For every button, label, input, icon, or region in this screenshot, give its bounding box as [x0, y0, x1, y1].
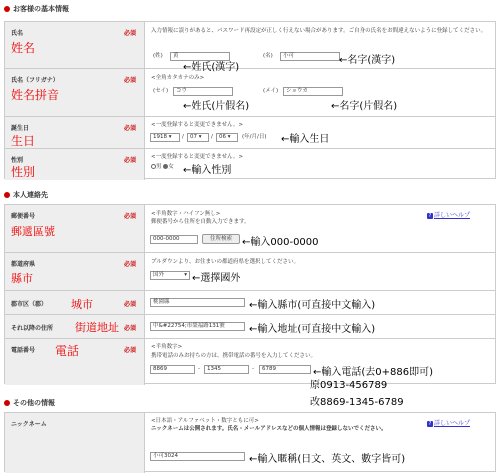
row-prefecture	[5, 253, 495, 291]
address-annotation-red: 街道地址	[75, 321, 119, 334]
anno-city: ←輸入縣市(可直接中文輸入)	[249, 300, 376, 311]
kana-annotation-red: 姓名拼音	[11, 88, 60, 102]
section-contact-heading	[4, 190, 48, 200]
phone-note-format: <半角数字>	[151, 344, 183, 350]
chevron-down-icon: ▾	[184, 272, 187, 278]
required-badge: 必須	[124, 347, 137, 354]
month-select[interactable]: 07 ▾	[187, 133, 209, 142]
postal-input[interactable]: 000-0000	[150, 235, 198, 244]
city-label: 郡市区（郡）	[11, 301, 48, 308]
date-format-hint: (年/月/日)	[242, 134, 267, 140]
row-postal	[5, 205, 495, 253]
help-icon: ?	[428, 420, 432, 427]
year-value: 1918	[153, 134, 167, 140]
anno-gender: ←輸入性別	[183, 165, 232, 176]
row-address	[5, 315, 495, 339]
label-cell	[5, 253, 145, 290]
row-nickname	[5, 413, 495, 473]
gender-label: 性別	[11, 157, 24, 164]
section-other-title: その他の情報	[13, 399, 55, 407]
section-basic-title: お客様の基本情報	[13, 5, 69, 13]
birthday-label: 誕生日	[11, 125, 30, 132]
anno-nickname: ←輸入暱稱(日文、英文、數字皆可)	[249, 454, 406, 465]
label-cell	[5, 315, 145, 338]
birthday-annotation-red: 生日	[11, 134, 36, 148]
anno-prefecture: ←選擇國外	[192, 273, 241, 284]
month-value: 07	[190, 134, 197, 140]
mei-label: (名)	[263, 53, 273, 59]
kana-mei-input[interactable]: ショウカ	[283, 87, 343, 96]
name-note: 入力情報に誤りがあると、パスワード再設定が正しく行えない場合があります。ご自身の氏名をお間違えないように登録してください。	[151, 28, 487, 34]
label-cell	[5, 149, 145, 180]
nickname-note-public: ニックネームは公開されます。氏名・メールアドレスなどの個人情報は登録しないでください。	[151, 426, 387, 432]
row-city	[5, 291, 495, 315]
anno-address: ←輸入地址(可直接中文輸入)	[249, 324, 376, 335]
prefecture-select[interactable]	[150, 271, 190, 280]
anno-birthday: ←輸入生日	[281, 134, 330, 145]
other-table	[4, 412, 496, 472]
gender-annotation-red: 性別	[11, 165, 36, 179]
section-bullet-icon	[4, 400, 10, 406]
anno-phone-changed: 改8869-1345-6789	[310, 397, 404, 408]
required-badge: 必須	[124, 301, 137, 308]
anno-phone-original: 原0913-456789	[310, 380, 388, 391]
day-value: 06	[219, 134, 226, 140]
help-label: 詳しいヘルプ	[434, 212, 471, 219]
label-cell	[5, 413, 145, 473]
year-select[interactable]: 1918 ▾	[150, 133, 180, 142]
section-other-heading	[4, 398, 55, 408]
nickname-note-format: <日本語・アルファベット・数字ともに可>	[151, 418, 259, 424]
label-cell	[5, 339, 145, 385]
help-label: 詳しいヘルプ	[434, 420, 471, 427]
kana-label: 氏名（フリガナ）	[11, 77, 59, 84]
anno-postal: ←輸入000-0000	[242, 237, 319, 248]
section-bullet-icon	[4, 6, 10, 12]
anno-first-name-kana: ←名字(片假名)	[331, 101, 398, 112]
day-select[interactable]: 06 ▾	[216, 133, 238, 142]
mei-input[interactable]: 小可	[280, 52, 340, 61]
row-birthday	[5, 117, 495, 149]
anno-last-name-kanji: ←姓氏(漢字)	[183, 62, 240, 73]
label-cell	[5, 117, 145, 148]
phone-sep: -	[252, 366, 254, 372]
gender-radios	[151, 164, 174, 171]
required-badge: 必須	[124, 125, 137, 132]
prefecture-label: 都道府県	[11, 261, 36, 268]
help-link-postal[interactable]	[427, 210, 470, 219]
required-badge: 必須	[124, 261, 137, 268]
kana-sei-label: (セイ)	[153, 88, 169, 94]
phone-sep: -	[198, 366, 200, 372]
birthday-note: <一度登録すると変更できません。>	[151, 122, 244, 128]
row-name	[5, 22, 495, 73]
phone-input-1[interactable]: 8869	[150, 365, 195, 374]
help-link-nickname[interactable]	[427, 418, 470, 427]
phone-input-2[interactable]: 1345	[204, 365, 249, 374]
required-badge: 必須	[124, 213, 137, 220]
anno-phone: ←輸入電話(去0+886即可)	[313, 367, 434, 378]
female-label: 女	[168, 164, 174, 170]
address-input[interactable]: 中&#22754;市榮福路131號	[150, 322, 245, 331]
label-cell	[5, 22, 145, 68]
required-badge: 必須	[124, 157, 137, 164]
address-label: それ以降の住所	[11, 325, 54, 332]
basic-info-table	[4, 21, 496, 179]
prefecture-annotation-red: 縣市	[11, 272, 33, 285]
anno-last-name-kana: ←姓氏(片假名)	[183, 101, 250, 112]
label-cell	[5, 291, 145, 314]
postal-note-auto: 郵便番号から住所を自動入力できます。	[151, 219, 250, 225]
postal-label: 郵便番号	[11, 213, 36, 220]
row-phone	[5, 339, 495, 385]
help-icon: ?	[428, 212, 432, 219]
required-badge: 必須	[124, 325, 137, 332]
section-basic-heading	[4, 4, 69, 14]
nickname-label: ニックネーム	[11, 421, 47, 428]
kana-note: <全角カタカナのみ>	[151, 75, 205, 81]
phone-input-3[interactable]: 6789	[259, 365, 311, 374]
city-annotation-red: 城市	[71, 298, 93, 311]
postal-note-format: <半角数字・ハイフン無し>	[151, 211, 221, 217]
sei-input[interactable]: 黄	[170, 52, 230, 61]
nickname-input[interactable]: 小可3024	[150, 452, 245, 461]
name-label: 氏名	[11, 30, 24, 37]
section-bullet-icon	[4, 192, 10, 198]
city-input[interactable]: 桃園縣	[150, 298, 245, 307]
phone-note-mobile: 携帯電話のみお持ちの方は、携帯電話の番号を入力してください。	[151, 353, 317, 359]
kana-mei-label: (メイ)	[263, 88, 279, 94]
anno-first-name-kanji: ←名字(漢字)	[339, 55, 396, 66]
name-annotation-red: 姓名	[11, 41, 36, 55]
sei-label: (姓)	[153, 53, 163, 59]
row-gender	[5, 149, 495, 180]
prefecture-value: 国外	[153, 272, 165, 278]
required-badge: 必須	[124, 30, 137, 37]
phone-label: 電話番号	[11, 347, 36, 354]
male-label: 男	[156, 164, 162, 170]
date-sep: /	[211, 134, 213, 140]
kana-sei-input[interactable]: コウ	[173, 87, 233, 96]
gender-note: <一度登録すると変更できません。>	[151, 154, 244, 160]
phone-annotation-red: 電話	[55, 344, 80, 358]
row-kana	[5, 69, 495, 117]
label-cell	[5, 69, 145, 116]
address-search-button[interactable]: 住所検索	[202, 234, 240, 244]
required-badge: 必須	[124, 77, 137, 84]
section-contact-title: 本人連絡先	[13, 191, 48, 199]
prefecture-note: プルダウンより、お住まいの都道府県を選択してください。	[151, 259, 300, 265]
postal-annotation-red: 郵遞區號	[11, 225, 55, 238]
label-cell	[5, 205, 145, 252]
date-sep: /	[182, 134, 184, 140]
contact-table	[4, 204, 496, 384]
